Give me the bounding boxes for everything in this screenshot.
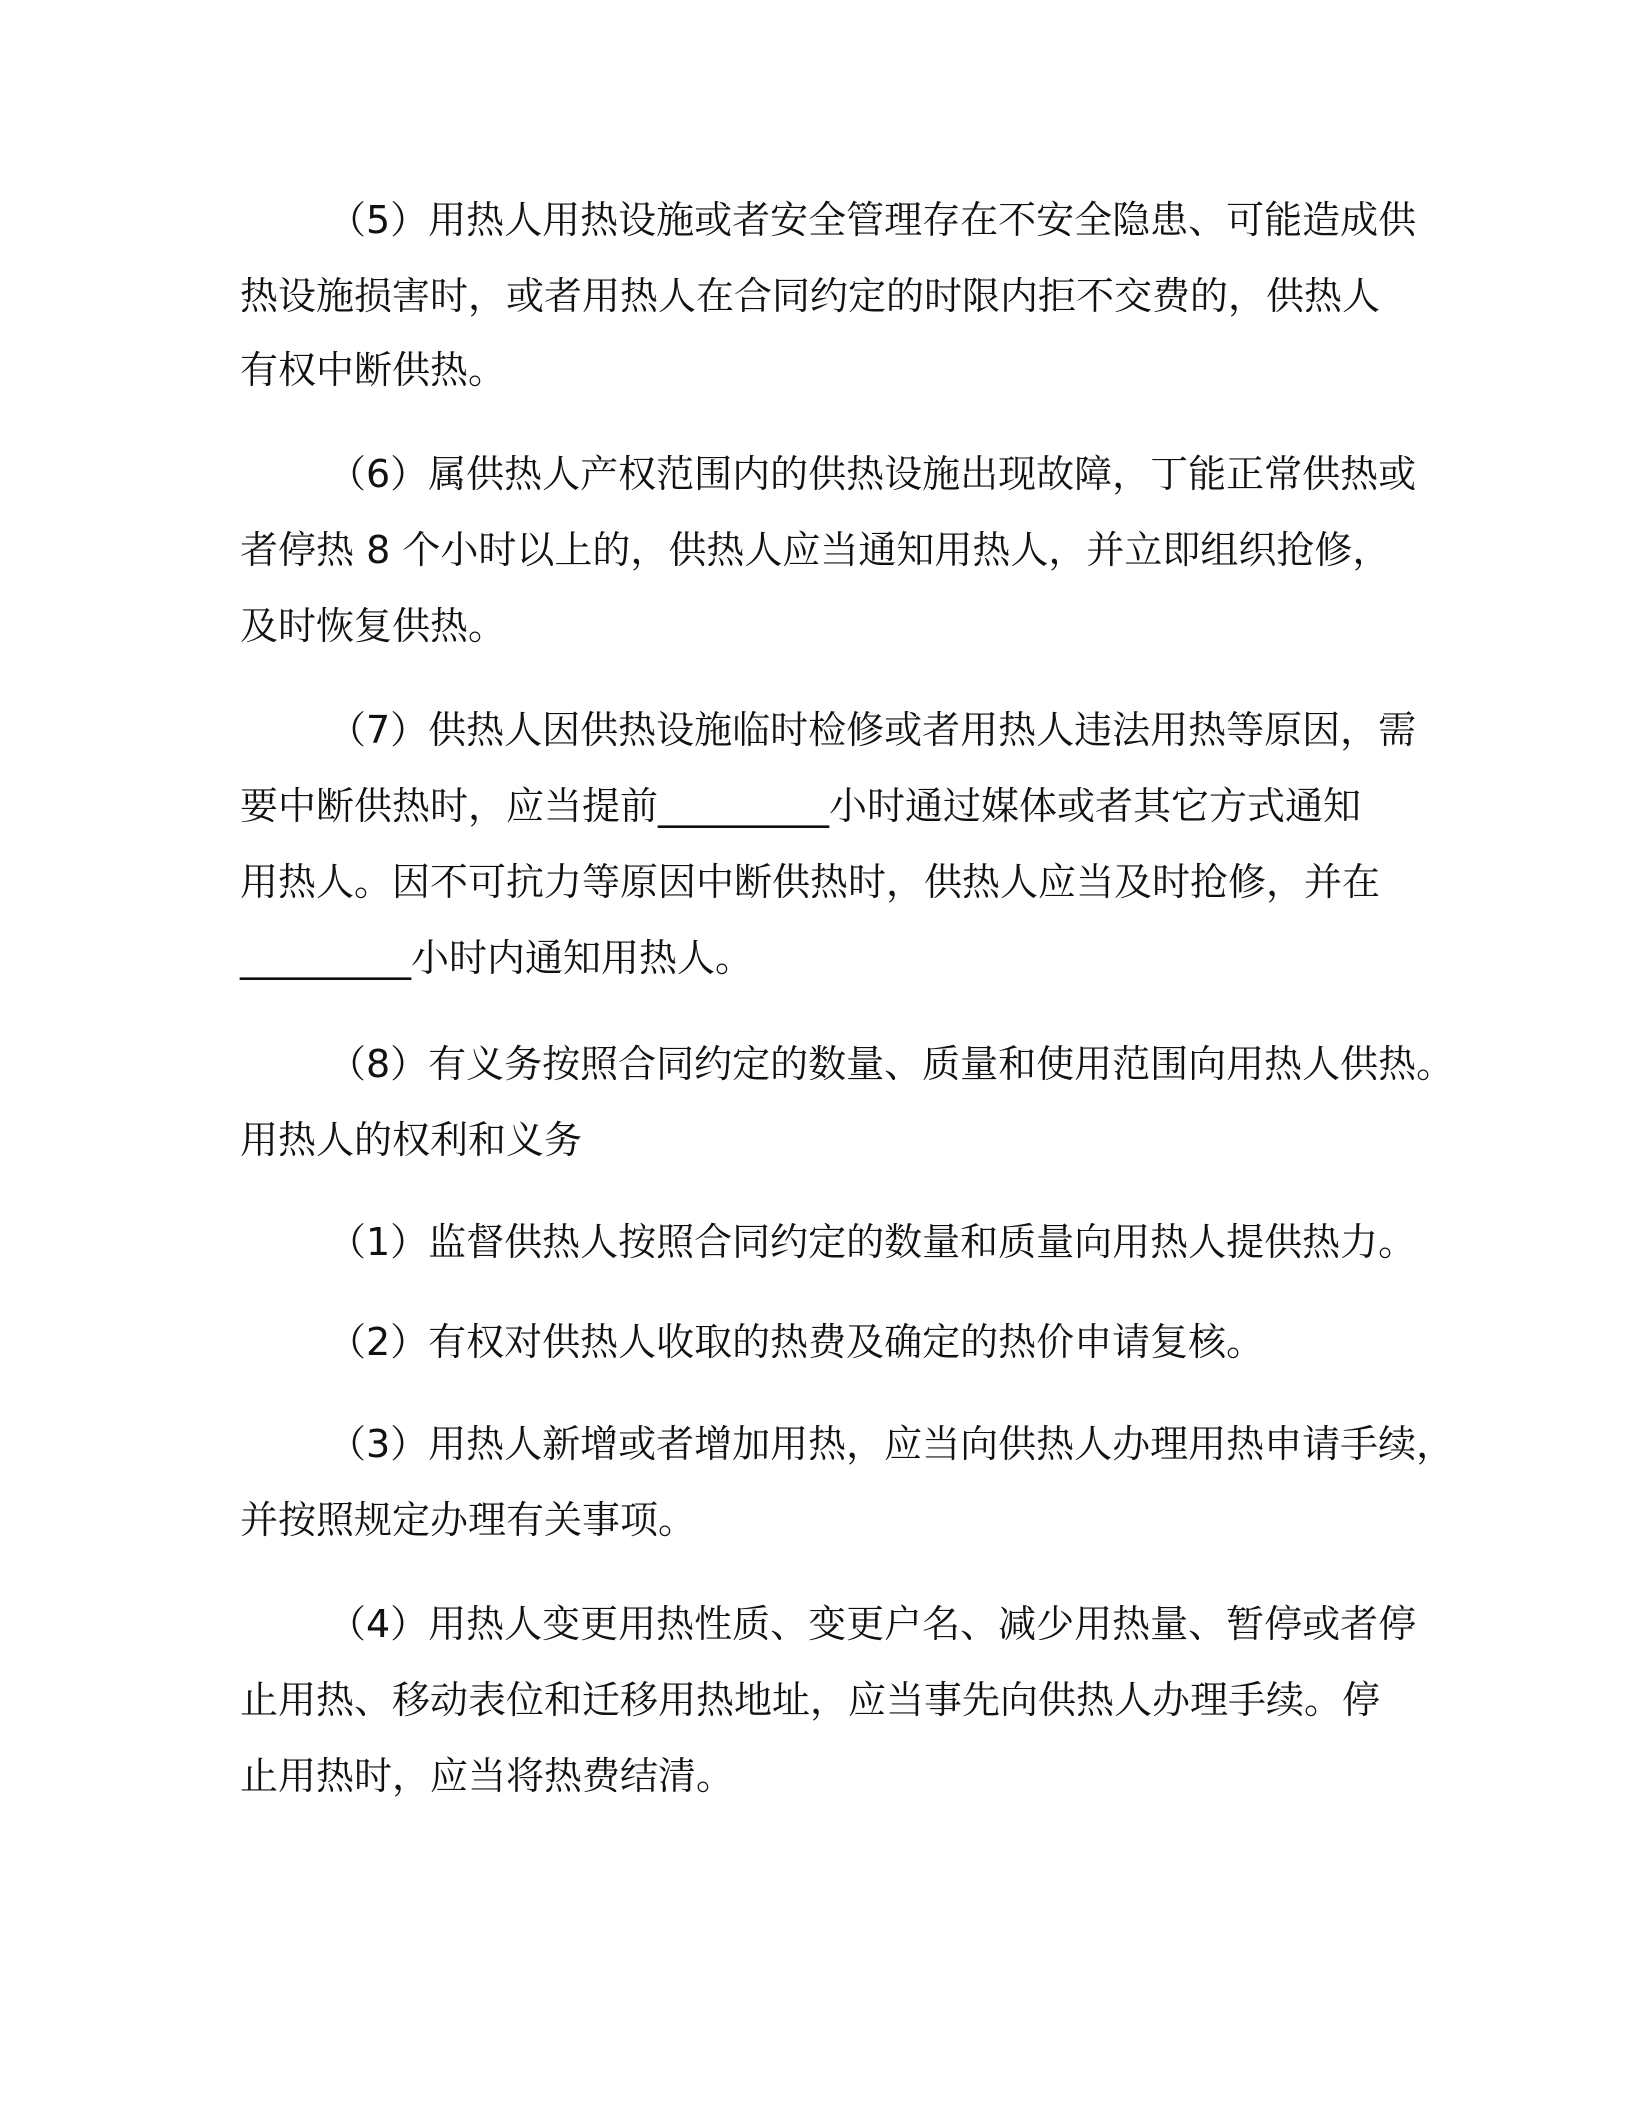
paragraph-8-line-1: （8）有义务按照合同约定的数量、质量和使用范围向用热人供热。	[328, 1042, 1455, 1086]
item-4-line-1: （4）用热人变更用热性质、变更户名、减少用热量、暂停或者停	[328, 1602, 1417, 1646]
paragraph-7-line-3: 用热人。因不可抗力等原因中断供热时，供热人应当及时抢修，并在	[240, 860, 1381, 904]
paragraph-5-line-3: 有权中断供热。	[240, 348, 507, 392]
paragraph-6-line-2: 者停热 8 个小时以上的，供热人应当通知用热人，并立即组织抢修，	[240, 528, 1391, 572]
item-2-line-1: （2）有权对供热人收取的热费及确定的热价申请复核。	[328, 1320, 1265, 1364]
paragraph-6-line-3: 及时恢复供热。	[240, 604, 507, 648]
paragraph-7-line-1: （7）供热人因供热设施临时检修或者用热人违法用热等原因，需	[328, 708, 1417, 752]
paragraph-5-line-1: （5）用热人用热设施或者安全管理存在不安全隐患、可能造成供	[328, 198, 1417, 242]
item-4-line-2: 止用热、移动表位和迁移用热地址，应当事先向供热人办理手续。停	[240, 1678, 1381, 1722]
item-4-line-3: 止用热时，应当将热费结清。	[240, 1754, 735, 1798]
item-3-line-1: （3）用热人新增或者增加用热，应当向供热人办理用热申请手续，	[328, 1422, 1455, 1466]
item-3-line-2: 并按照规定办理有关事项。	[240, 1498, 697, 1542]
item-1-line-1: （1）监督供热人按照合同约定的数量和质量向用热人提供热力。	[328, 1220, 1417, 1264]
paragraph-5-line-2: 热设施损害时，或者用热人在合同约定的时限内拒不交费的，供热人	[240, 274, 1381, 318]
paragraph-7-line-2: 要中断供热时，应当提前_________小时通过媒体或者其它方式通知	[240, 784, 1362, 828]
paragraph-7-line-4: _________小时内通知用热人。	[240, 936, 754, 980]
section-heading: 用热人的权利和义务	[240, 1118, 583, 1162]
paragraph-6-line-1: （6）属供热人产权范围内的供热设施出现故障，丁能正常供热或	[328, 452, 1417, 496]
